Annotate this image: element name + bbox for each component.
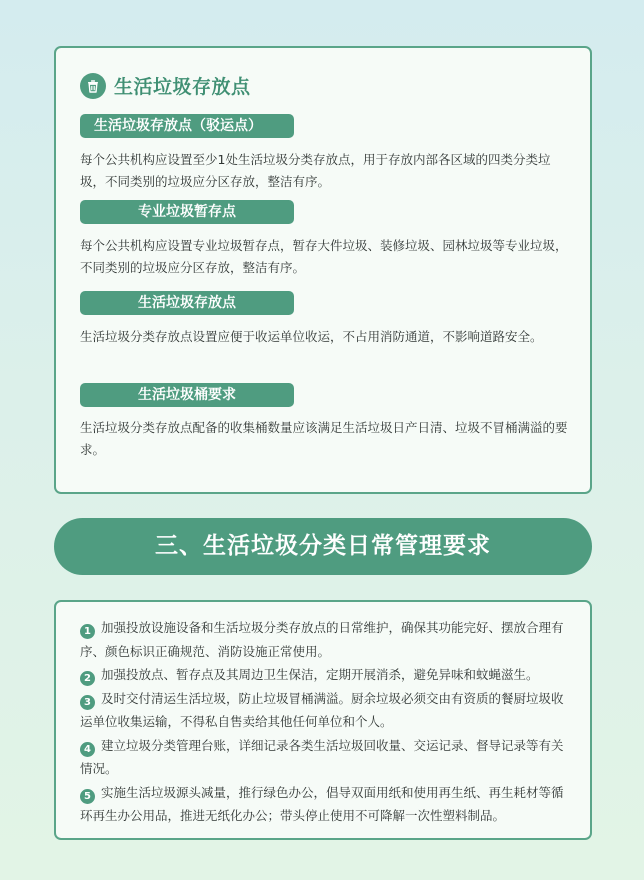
number-badge: 5 xyxy=(80,789,95,804)
block-heading-storage-point: 生活垃圾存放点 xyxy=(80,291,294,315)
trash-bin-icon xyxy=(80,73,106,99)
list-item-text: 实施生活垃圾源头减量，推行绿色办公，倡导双面用纸和使用再生纸、再生耗材等循环再生办公用品，推进无纸化办公；带头停止使用不可降解一次性塑料制品。 xyxy=(80,784,564,823)
card-title-row xyxy=(80,72,251,99)
block-heading-bin-requirements: 生活垃圾桶要求 xyxy=(80,383,294,407)
number-badge: 1 xyxy=(80,624,95,639)
list-item xyxy=(80,663,572,687)
block-heading-temp-storage: 专业垃圾暂存点 xyxy=(80,200,294,224)
list-item-text: 加强投放设施设备和生活垃圾分类存放点的日常维护，确保其功能完好、摆放合理有序、颜色标识正确规范、消防设施正常使用。 xyxy=(80,620,564,659)
requirements-card xyxy=(54,600,592,840)
block-text-storage-point: 生活垃圾分类存放点设置应便于收运单位收运，不占用消防通道，不影响道路安全。 xyxy=(80,329,543,344)
number-badge: 4 xyxy=(80,742,95,757)
list-item-text: 建立垃圾分类管理台账，详细记录各类生活垃圾回收量、交运记录、督导记录等有关情况。 xyxy=(80,737,564,776)
list-item xyxy=(80,616,572,663)
list-item xyxy=(80,687,572,734)
block-text-temp-storage: 每个公共机构应设置专业垃圾暂存点，暂存大件垃圾、装修垃圾、园林垃圾等专业垃圾，不同类别的垃圾应分区存放，整洁有序。 xyxy=(80,238,568,275)
list-item xyxy=(80,734,572,781)
list-item xyxy=(80,781,572,828)
block-text-collection-point: 每个公共机构应设置至少1处生活垃圾分类存放点，用于存放内部各区域的四类分类垃圾，不同类别的垃圾应分区存放，整洁有序。 xyxy=(80,152,551,189)
number-badge: 3 xyxy=(80,695,95,710)
card-title: 生活垃圾存放点 xyxy=(114,76,251,98)
list-item-text: 及时交付清运生活垃圾，防止垃圾冒桶满溢。厨余垃圾必须交由有资质的餐厨垃圾收运单位收集运输，不得私自售卖给其他任何单位和个人。 xyxy=(80,690,564,729)
requirements-list xyxy=(80,616,572,828)
list-item-text: 加强投放点、暂存点及其周边卫生保洁，定期开展消杀，避免异味和蚊蝇滋生。 xyxy=(101,667,539,682)
storage-point-card xyxy=(54,46,592,494)
block-text-bin-requirements: 生活垃圾分类存放点配备的收集桶数量应该满足生活垃圾日产日清、垃圾不冒桶满溢的要求。 xyxy=(80,420,568,457)
block-heading-collection-point: 生活垃圾存放点（驳运点） xyxy=(80,114,294,138)
section-banner: 三、生活垃圾分类日常管理要求 xyxy=(54,518,592,575)
number-badge: 2 xyxy=(80,671,95,686)
